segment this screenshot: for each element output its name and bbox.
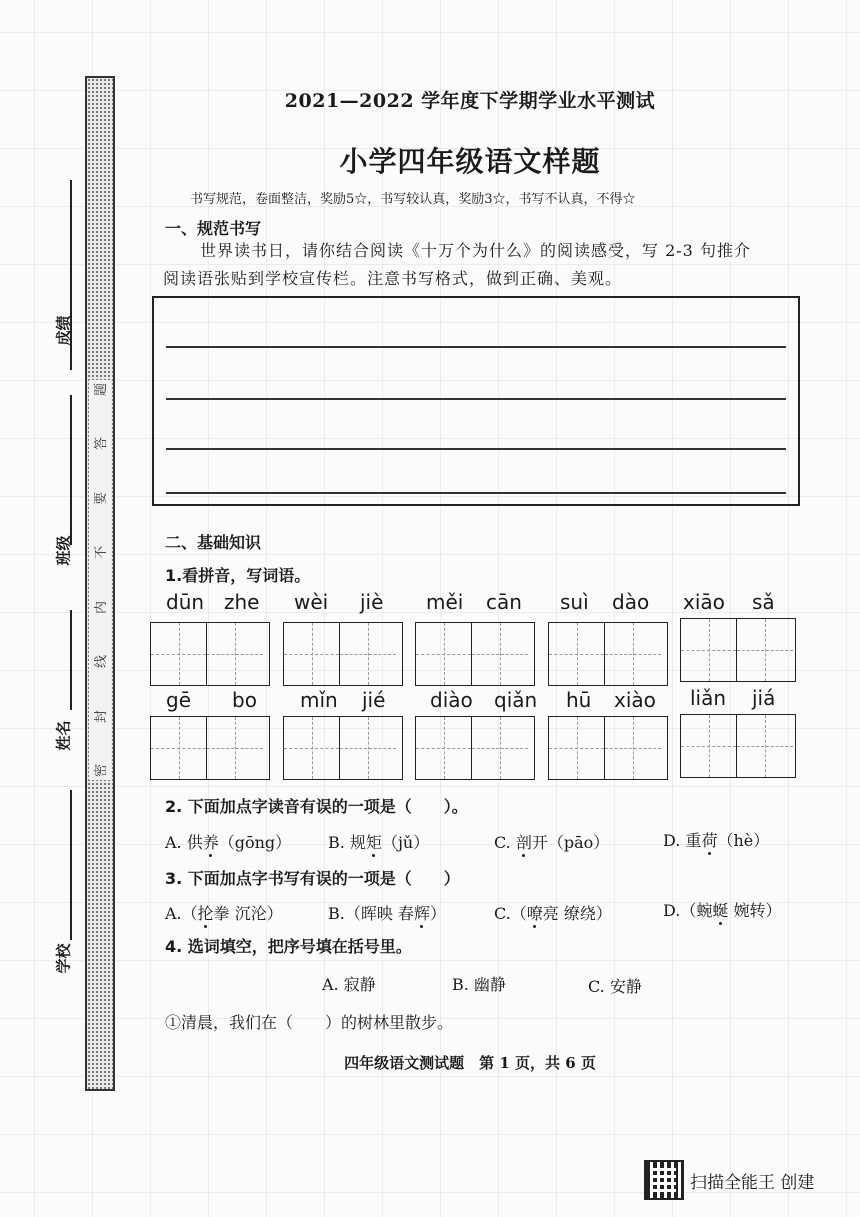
class-field: [48, 535, 78, 566]
pinyin: sǎ: [752, 590, 775, 614]
field-line-name: [70, 610, 72, 710]
q3-option-d[interactable]: D.（蜿蜒 婉转）: [663, 901, 782, 920]
writing-line: [166, 346, 786, 348]
page-footer: 四年级语文测试题 第 1 页，共 6 页: [344, 1054, 596, 1072]
q1-prompt: 1.看拼音，写词语。: [165, 566, 311, 585]
score-field: [48, 315, 78, 346]
field-line-class: [70, 395, 72, 545]
pinyin: dūn: [166, 590, 205, 614]
tianzige-box[interactable]: [415, 716, 535, 780]
seal-char: 不: [94, 546, 110, 560]
qr-code-icon: [644, 1160, 684, 1200]
q2-option-b[interactable]: B. 规矩（jǔ）: [328, 833, 430, 852]
scanner-watermark: [644, 1160, 814, 1200]
pinyin: qiǎn: [494, 688, 538, 712]
q3-prompt: 3. 下面加点字书写有误的一项是（ ）: [165, 869, 460, 888]
pinyin: bo: [232, 688, 257, 712]
pinyin: suì: [560, 590, 589, 614]
q4-option-c[interactable]: C. 安静: [588, 977, 642, 996]
pinyin: cān: [486, 590, 522, 614]
tianzige-box[interactable]: [548, 716, 668, 780]
pinyin: dào: [612, 590, 650, 614]
tianzige-box[interactable]: [283, 622, 403, 686]
name-label: 姓名: [54, 720, 73, 751]
writing-box[interactable]: [152, 296, 800, 506]
pinyin: liǎn: [690, 686, 727, 710]
section1-instruction-line2: 阅读语张贴到学校宣传栏。注意书写格式，做到正确、美观。: [163, 269, 623, 288]
writing-line: [166, 398, 786, 400]
section2-heading: 二、基础知识: [165, 533, 262, 552]
q4-prompt: 4. 选词填空，把序号填在括号里。: [165, 937, 412, 956]
pinyin: jié: [362, 688, 386, 712]
q2-prompt: 2. 下面加点字读音有误的一项是（ ）。: [165, 797, 468, 816]
name-field: [48, 720, 78, 751]
q4-option-b[interactable]: B. 幽静: [452, 975, 506, 994]
field-line-school: [70, 790, 72, 940]
tianzige-box[interactable]: [548, 622, 668, 686]
score-label: 成绩: [54, 315, 73, 346]
tianzige-box[interactable]: [150, 622, 270, 686]
section1-heading: 一、规范书写: [165, 219, 262, 238]
section1-instruction-line1: 世界读书日，请你结合阅读《十万个为什么》的阅读感受，写 2-3 句推介: [200, 241, 751, 260]
watermark-text: 扫描全能王 创建: [690, 1172, 815, 1193]
pinyin: jiá: [752, 686, 776, 710]
seal-char: 线: [94, 655, 110, 669]
seal-char: 密: [94, 763, 110, 777]
writing-line: [166, 492, 786, 494]
q2-option-a[interactable]: A. 供养（gōng）: [165, 833, 292, 852]
q4-option-a[interactable]: A. 寂静: [322, 975, 376, 994]
school-label: 学校: [54, 943, 73, 974]
seal-char: 封: [94, 709, 110, 723]
pinyin: mǐn: [300, 688, 338, 712]
q4-item-1: ①清晨，我们在（ ）的树林里散步。: [165, 1013, 454, 1032]
pinyin: zhe: [224, 590, 260, 614]
pinyin: wèi: [294, 590, 329, 614]
tianzige-box[interactable]: [680, 618, 796, 682]
scoring-rules: 书写规范，卷面整洁，奖励5☆，书写较认真，奖励3☆，书写不认真，不得☆: [190, 192, 636, 207]
q3-option-a[interactable]: A.（抡拳 沉沦）: [165, 904, 283, 923]
class-label: 班级: [54, 535, 73, 566]
seal-notice: [89, 380, 111, 780]
q3-option-c[interactable]: C.（嘹亮 缭绕）: [494, 904, 612, 923]
pinyin: xiāo: [683, 590, 725, 614]
seal-char: 内: [94, 600, 110, 614]
seal-char: 题: [94, 382, 110, 397]
tianzige-box[interactable]: [415, 622, 535, 686]
exam-subtitle: 2021—2022 学年度下学期学业水平测试: [284, 90, 656, 112]
q3-option-b[interactable]: B.（晖映 春辉）: [328, 904, 446, 923]
tianzige-box[interactable]: [150, 716, 270, 780]
pinyin: jiè: [360, 590, 384, 614]
q2-option-d[interactable]: D. 重荷（hè）: [663, 831, 770, 850]
q2-option-c[interactable]: C. 剖开（pāo）: [494, 833, 610, 852]
pinyin: diào: [430, 688, 473, 712]
writing-line: [166, 448, 786, 450]
seal-char: 答: [94, 437, 110, 451]
pinyin: gē: [166, 688, 191, 712]
tianzige-box[interactable]: [283, 716, 403, 780]
school-field: [48, 943, 78, 974]
exam-title: 小学四年级语文样题: [339, 145, 601, 178]
pinyin: xiào: [614, 688, 656, 712]
seal-char: 要: [94, 491, 110, 505]
tianzige-box[interactable]: [680, 714, 796, 778]
pinyin: měi: [426, 590, 464, 614]
pinyin: hū: [566, 688, 592, 712]
